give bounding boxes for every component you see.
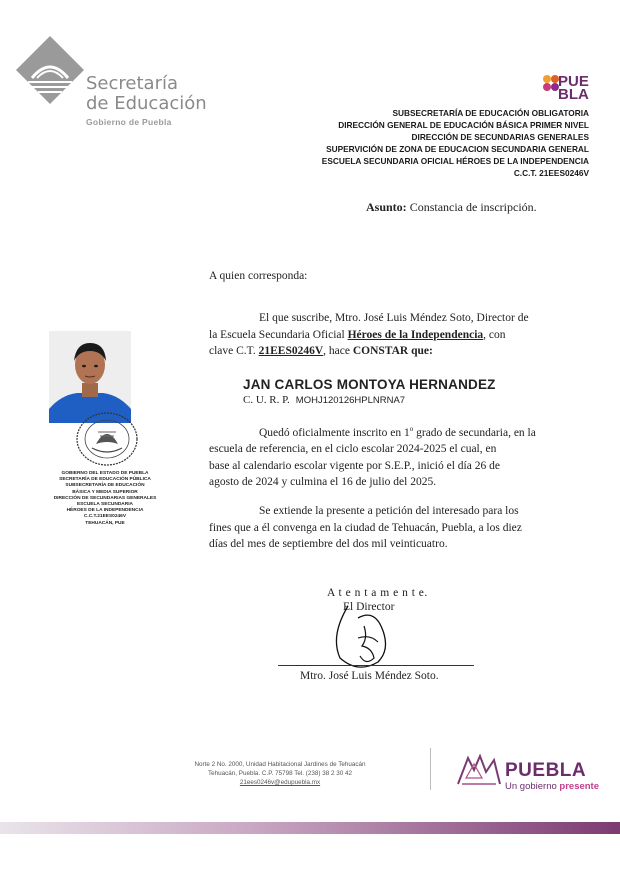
p2-l1b: grado de secundaria, en la [413, 426, 536, 439]
logo-line1: Secretaría [86, 73, 178, 94]
stamp-line-1: GOBIERNO DEL ESTADO DE PUEBLA [61, 471, 149, 476]
logo-subtitle: Gobierno de Puebla [86, 117, 172, 127]
secretaria-logo-text [86, 74, 207, 114]
bottom-color-bar [0, 822, 620, 834]
school-name: Héroes de la Independencia [347, 328, 484, 341]
p2-line1 [209, 421, 543, 441]
header-line-3: DIRECCIÓN DE SECUNDARIAS GENERALES [411, 132, 589, 142]
footer-line-2: Tehuacán, Puebla. C.P. 75798 Tel. (238) 38 2 30 42 [207, 770, 352, 777]
p3-line3: días del mes de septiembre del dos mil veinticuatro. [209, 538, 448, 550]
curp-line [243, 394, 405, 406]
p3-line1: Se extiende la presente a petición del interesado para los [259, 505, 519, 517]
atentamente-text: A t e n t a m e n t e. [327, 587, 428, 599]
puebla-logo [536, 73, 596, 107]
header-line-6: C.C.T. 21EES0246V [513, 168, 589, 178]
constar-text: CONSTAR que: [352, 345, 433, 357]
footer-tagline [505, 781, 599, 792]
stamp-line-6: ESCUELA SECUNDARIA [76, 502, 134, 508]
p3-line2: fines que a él convenga en la ciudad de Tehuacán, Puebla, a los diez [209, 521, 522, 534]
asunto-label: Asunto: [366, 200, 407, 214]
tagline-b: presente [559, 781, 600, 792]
stamp-line-3: SUBSECRETARÍA DE EDUCACIÓN [65, 483, 145, 489]
curp-label: C. U. R. P. [243, 394, 290, 406]
tagline-a: Un gobierno [505, 781, 560, 792]
p1-line3 [209, 343, 543, 360]
header-line-2: DIRECCIÓN GENERAL DE EDUCACIÓN BÁSICA PRIMER NIVEL [338, 120, 589, 130]
stamp-line-9: TEHUACÁN, PUE [85, 520, 125, 526]
p2-sup: o [409, 425, 414, 433]
puebla-logo-text1: PUE [558, 73, 589, 90]
puebla-logo-text2: BLA [558, 86, 589, 103]
director-role: El Director [343, 601, 395, 613]
logo-line2: de Educación [86, 93, 207, 114]
salutation: A quien corresponda: [209, 270, 308, 282]
school-stamp-text [40, 471, 170, 527]
stamp-line-5: DIRECCIÓN DE SECUNDARIAS GENERALES [53, 495, 157, 501]
footer-divider [430, 748, 431, 790]
director-name: Mtro. José Luis Méndez Soto. [300, 670, 439, 682]
footer-line-1: Norte 2 No. 2000, Unidad Habitacional Jardines de Tehuacán [194, 761, 366, 768]
puebla-figures-icon [454, 750, 504, 790]
handwritten-signature-icon [328, 596, 398, 676]
p1-l3c: , hace [323, 345, 353, 357]
asunto-value: Constancia de inscripción. [409, 200, 537, 214]
student-name: JAN CARLOS MONTOYA HERNANDEZ [243, 377, 496, 392]
official-seal-icon [72, 410, 142, 468]
paragraph-1 [209, 310, 543, 360]
p1-line1: El que suscribe, Mtro. José Luis Méndez Soto, Director de [259, 312, 529, 324]
footer-email-link[interactable]: 21ees0246v@edupuebla.mx [239, 779, 321, 786]
stamp-line-4: BÁSICA Y MEDIA SUPERIOR [72, 489, 138, 495]
stamp-line-7: HÉROES DE LA INDEPENDENCIA [66, 508, 144, 514]
asunto-line [366, 200, 537, 215]
p2-line3: base al calendario escolar vigente por S.E.P., inició el día 26 de [209, 459, 500, 472]
p1-l2c: , con [483, 328, 506, 341]
footer-address [160, 760, 400, 787]
p2-l1a: Quedó oficialmente inscrito en 1 [259, 426, 410, 439]
header-line-4: SUPERVICIÓN DE ZONA DE EDUCACION SECUNDARIA GENERAL [326, 144, 589, 154]
p1-line2 [209, 327, 543, 344]
p2-line4: agosto de 2024 y culmina el 16 de julio del 2025. [209, 476, 437, 489]
footer-brand: PUEBLA [505, 760, 587, 781]
p1-l2a: la Escuela Secundaria Oficial [209, 328, 348, 341]
school-cct: 21EES0246V [258, 345, 324, 357]
header-line-1: SUBSECRETARÍA DE EDUCACIÓN OBLIGATORIA [392, 108, 589, 118]
paragraph-2 [209, 421, 543, 491]
signature-line [278, 665, 474, 666]
p1-l3a: clave C.T. [209, 345, 259, 357]
paragraph-3 [209, 503, 543, 553]
header-line-5: ESCUELA SECUNDARIA OFICIAL HÉROES DE LA INDEPENDENCIA [321, 156, 589, 166]
p2-line2: escuela de referencia, en el ciclo escolar 2024-2025 el cual, en [209, 443, 497, 456]
stamp-line-8: C.C.T.21EES0246V [83, 514, 127, 520]
stamp-line-2: SECRETARÍA DE EDUCACIÓN PÚBLICA [59, 477, 151, 483]
curp-value: MOHJ120126HPLNRNA7 [295, 395, 406, 406]
